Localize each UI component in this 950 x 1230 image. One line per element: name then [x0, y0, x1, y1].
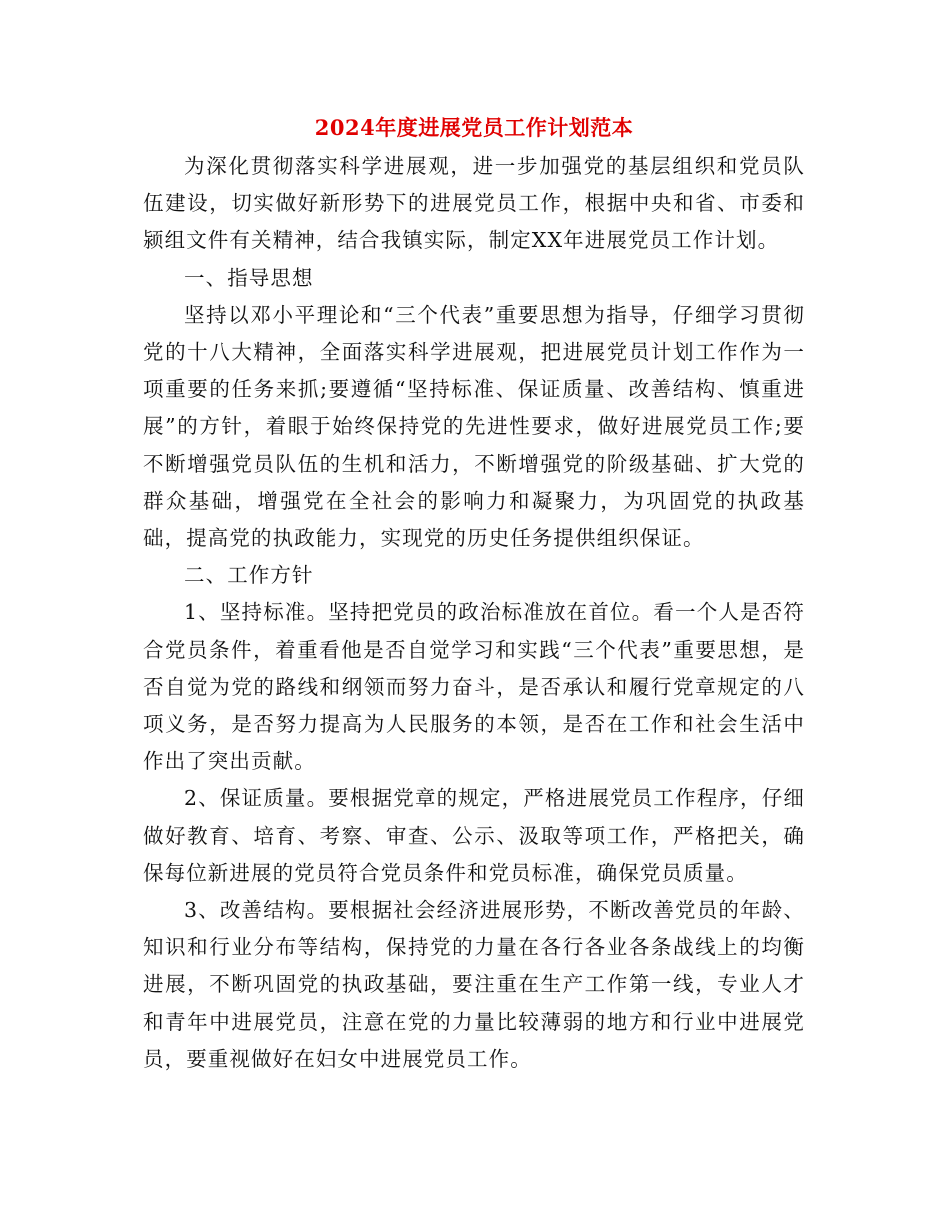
- policy-item-standards: 1、坚持标准。坚持把党员的政治标准放在首位。看一个人是否符合党员条件，着重看他是否自觉学习和实践“三个代表”重要思想，是否自觉为党的路线和纲领而努力奋斗，是否承认和履行党章规定的八项义务，是否努力提高为人民服务的本领，是否在工作和社会生活中作出了突出贡献。: [143, 600, 805, 774]
- document-title: 2024年度进展党员工作计划范本: [314, 115, 634, 140]
- policy-item-structure: 3、改善结构。要根据社会经济进展形势，不断改善党员的年龄、知识和行业分布等结构，保持党的力量在各行各业各条战线上的均衡进展，不断巩固党的执政基础，要注重在生产工作第一线，专业人才和青年中进展党员，注意在党的力量比较薄弱的地方和行业中进展党员，要重视做好在妇女中进展党员工作。: [143, 898, 805, 1071]
- intro-paragraph: 为深化贯彻落实科学进展观，进一步加强党的基层组织和党员队伍建设，切实做好新形势下的进展党员工作，根据中央和省、市委和颍组文件有关精神，结合我镇实际，制定XX年进展党员工作计划。: [143, 154, 805, 253]
- section-heading-guiding-thought: 一、指导思想: [184, 265, 314, 290]
- document-body: [143, 112, 805, 1078]
- guiding-thought-paragraph: 坚持以邓小平理论和“三个代表”重要思想为指导，仔细学习贯彻党的十八大精神，全面落实科学进展观，把进展党员计划工作作为一项重要的任务来抓;要遵循“坚持标准、保证质量、改善结构、慎重进展”的方针，着眼于始终保持党的先进性要求，做好进展党员工作;要不断增强党员队伍的生机和活力，不断增强党的阶级基础、扩大党的群众基础，增强党在全社会的影响力和凝聚力，为巩固党的执政基础，提高党的执政能力，实现党的历史任务提供组织保证。: [143, 302, 805, 551]
- section-heading-work-policy: 二、工作方针: [184, 563, 314, 588]
- policy-item-quality: 2、保证质量。要根据党章的规定，严格进展党员工作程序，仔细做好教育、培育、考察、审查、公示、汲取等项工作，严格把关，确保每位新进展的党员符合党员条件和党员标准，确保党员质量。: [143, 786, 805, 885]
